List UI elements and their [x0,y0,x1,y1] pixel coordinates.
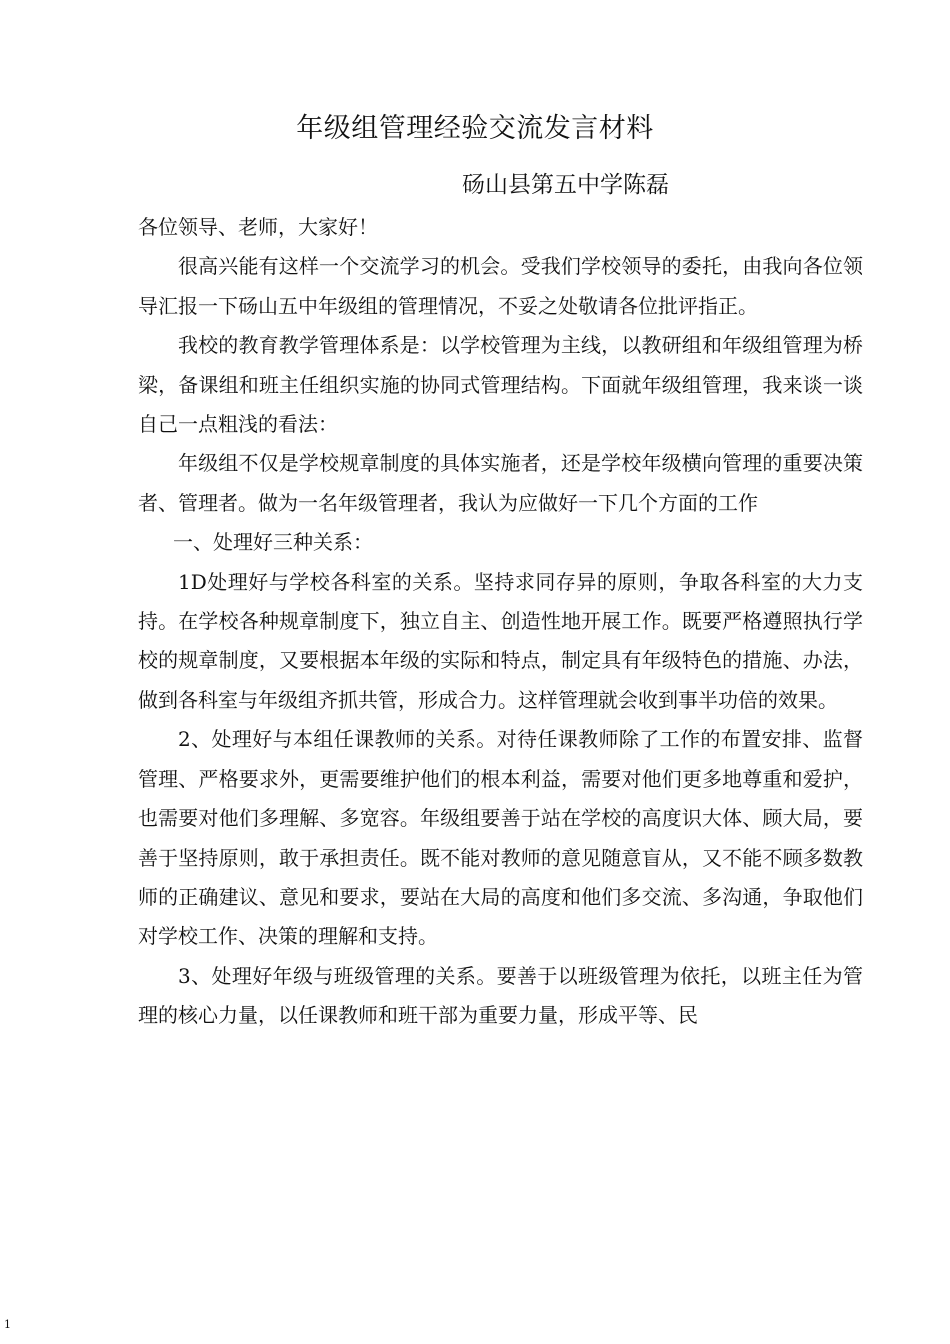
paragraph-greeting: 各位领导、老师，大家好！ [138,215,378,239]
document-author: 砀山县第五中学陈磊 [462,172,669,198]
document-title: 年级组管理经验交流发言材料 [296,113,654,144]
paragraph: 很高兴能有这样一个交流学习的机会。受我们学校领导的委托，由我向各位领导汇报一下砀山五中年级组的管理情况，不妥之处敬请各位批评指正。 [138,254,863,318]
document-body [138,208,863,1036]
paragraph: 年级组不仅是学校规章制度的具体实施者，还是学校年级横向管理的重要决策者、管理者。做为一名年级管理者，我认为应做好一下几个方面的工作 [138,451,863,515]
paragraph: 2、处理好与本组任课教师的关系。对待任课教师除了工作的布置安排、监督管理、严格要求外，更需要维护他们的根本利益，需要对他们更多地尊重和爱护，也需要对他们多理解、多宽容。年级组要善于站在学校的高度识大体、顾大局，要善于坚持原则，敢于承担责任。既不能对教师的意见随意盲从，又不能不顾多数教师的正确建议、意见和要求，要站在大局的高度和他们多交流、多沟通，争取他们对学校工作、决策的理解和支持。 [138,727,863,949]
paragraph: 我校的教育教学管理体系是：以学校管理为主线，以教研组和年级组管理为桥梁，备课组和班主任组织实施的协同式管理结构。下面就年级组管理，我来谈一谈自己一点粗浅的看法： [138,333,863,437]
section-heading: 一、处理好三种关系： [173,530,373,555]
page-number: 1 [4,1318,11,1331]
paragraph: 1D处理好与学校各科室的关系。坚持求同存异的原则，争取各科室的大力支持。在学校各种规章制度下，独立自主、创造性地开展工作。既要严格遵照执行学校的规章制度，又要根据本年级的实际和特点，制定具有年级特色的措施、办法，做到各科室与年级组齐抓共管，形成合力。这样管理就会收到事半功倍的效果。 [138,569,863,712]
paragraph: 3、处理好年级与班级管理的关系。要善于以班级管理为依托，以班主任为管理的核心力量，以任课教师和班干部为重要力量，形成平等、民 [138,963,863,1028]
